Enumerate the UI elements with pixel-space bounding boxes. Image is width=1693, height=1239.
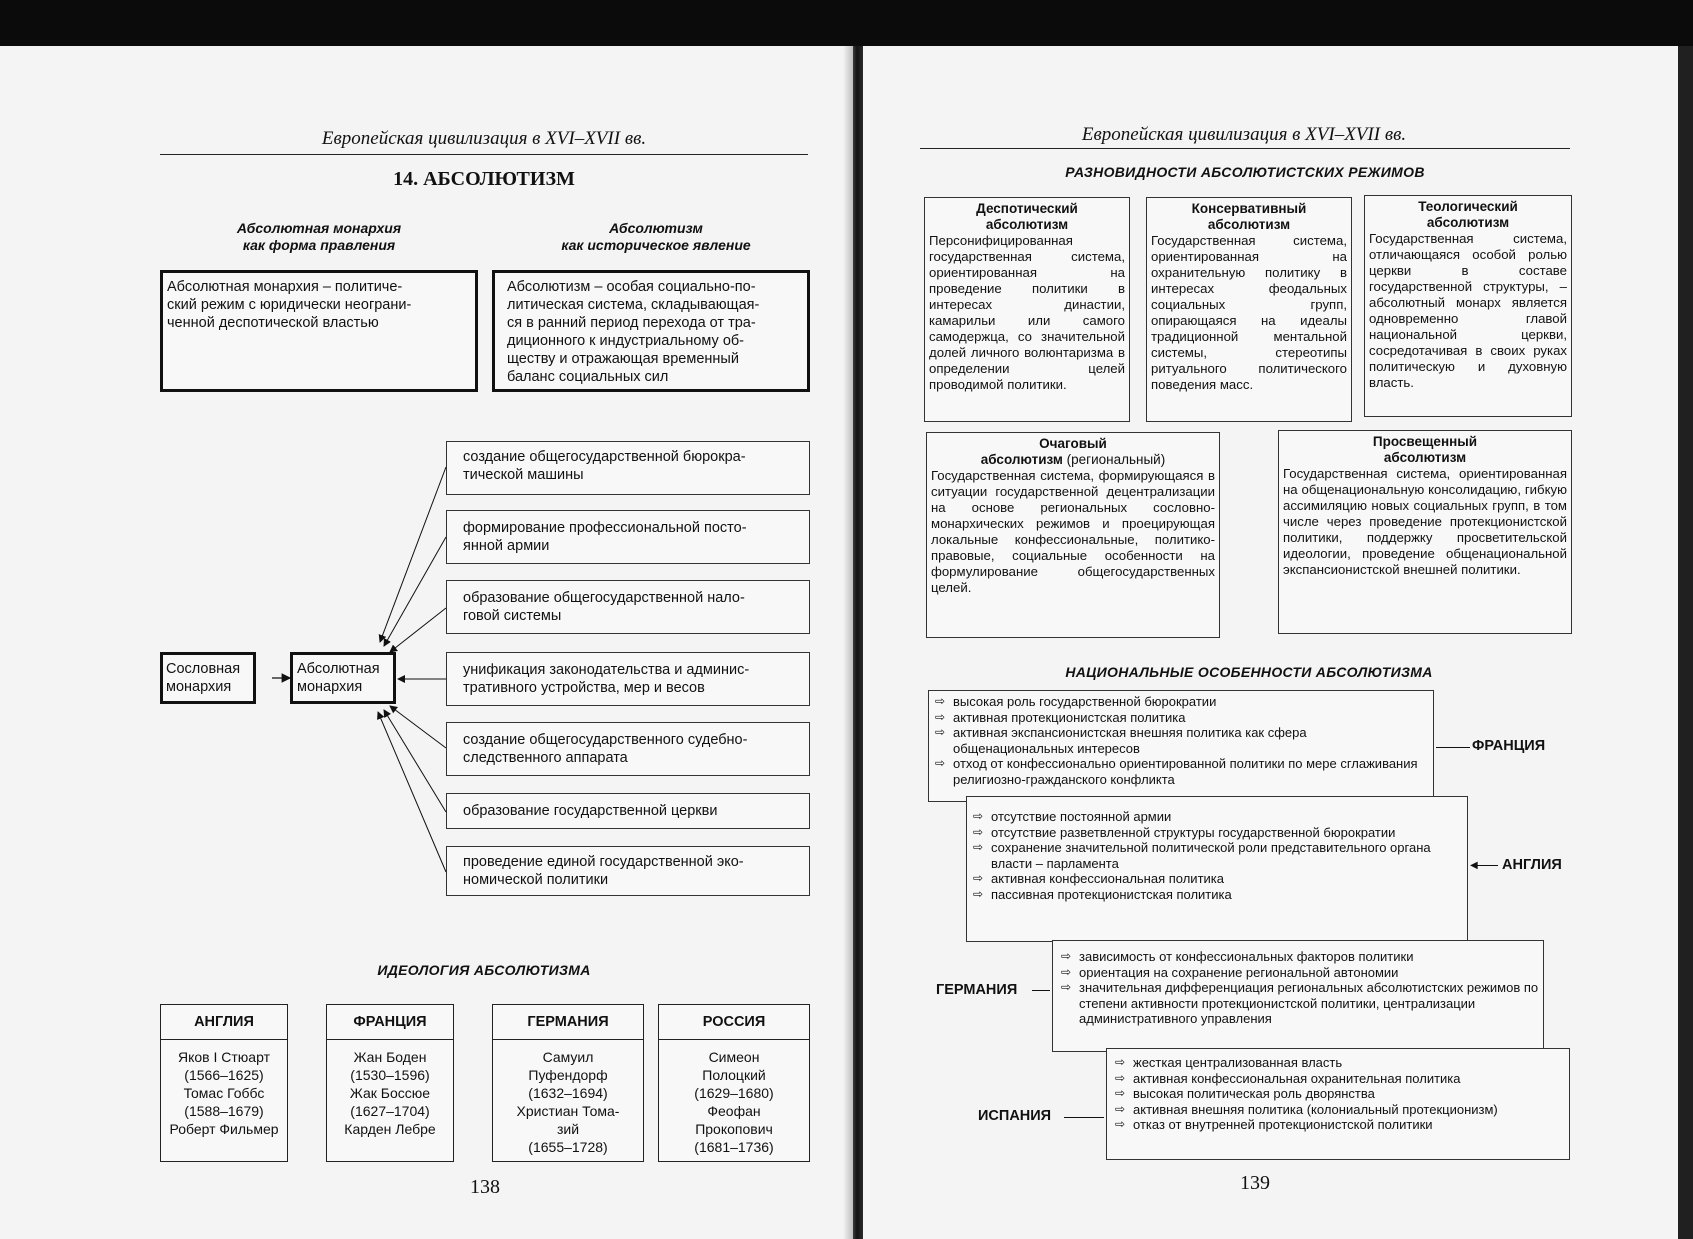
regime-regional: Очаговый абсолютизм (региональный) Государственная система, формирующаяся в ситуации государственной децентрализации на основе региональных сословно-монархических режимов и проецирующая локальные конфессиональные, политико-правовые, социальные особенности на формулирование общегосударственных целей. (926, 432, 1220, 638)
spain-connector (1064, 1117, 1104, 1118)
national-features-title: НАЦИОНАЛЬНЫЕ ОСОБЕННОСТИ АБСОЛЮТИЗМА (1065, 664, 1433, 680)
country-spain-label: ИСПАНИЯ (978, 1108, 1052, 1124)
absolute-monarchy-box: Абсолютная монархия (290, 652, 396, 704)
monarchy-form-heading: Абсолютная монархия как форма правления (236, 220, 402, 253)
ideology-france-head: ФРАНЦИЯ (327, 1005, 453, 1040)
right-running-head: Европейская цивилизация в XVI–XVII вв. (1081, 124, 1407, 145)
feature-bureaucracy: создание общегосударственной бюрокра- тической машины (446, 441, 810, 495)
absolutism-phenomenon-heading: Абсолютизм как историческое явление (561, 220, 751, 253)
book-gutter-shadow (843, 46, 853, 1239)
feature-legislation: унификация законодательства и админис- тративного устройства, мер и весов (446, 652, 810, 706)
ideology-germany-head: ГЕРМАНИЯ (493, 1005, 643, 1040)
ideology-russia: РОССИЯ Симеон Полоцкий (1629–1680) Феофан Прокопович (1681–1736) (658, 1004, 810, 1162)
estate-monarchy-box: Сословная монархия (160, 652, 256, 704)
definition-absolute-monarchy: Абсолютная монархия – политиче- ский режим с юридически неограни- ченной деспотической властью (160, 270, 478, 392)
scan-right-border (1678, 46, 1693, 1239)
feature-state-church: образование государственной церкви (446, 793, 810, 829)
ideology-england-head: АНГЛИЯ (161, 1005, 287, 1040)
country-england-label: АНГЛИЯ (1502, 857, 1562, 873)
chapter-title: 14. АБСОЛЮТИЗМ (393, 168, 575, 190)
country-england-box: ⇨ отсутствие постоянной армии ⇨ отсутствие разветвленной структуры государственной бюрократии ⇨ сохранение значительной политической роли представительного органа власти – парламента ⇨ активная конфессиональная политика ⇨ пассивная протекционистская политика (966, 796, 1468, 942)
france-connector (1436, 747, 1470, 748)
england-arrow-icon: ◀ (1470, 860, 1478, 871)
country-germany-label: ГЕРМАНИЯ (936, 982, 1018, 998)
ideology-france: ФРАНЦИЯ Жан Боден (1530–1596) Жак Боссюе (1627–1704) Карден Лебре (326, 1004, 454, 1162)
country-france-box: ⇨ высокая роль государственной бюрократии ⇨ активная протекционистская политика ⇨ активная экспансионистская внешняя политика как сфера общенациональных интересов ⇨ отход от конфессионально ориентированной политики по мере сглаживания религиозно-гражданского конфликта (928, 690, 1434, 802)
country-spain-box: ⇨ жесткая централизованная власть ⇨ активная конфессиональная охранительная политика ⇨ высокая политическая роль дворянства ⇨ активная внешняя политика (колониальный протекционизм) ⇨ отказ от внутренней протекционистской политики (1106, 1048, 1570, 1160)
left-running-head: Европейская цивилизация в XVI–XVII вв. (321, 128, 647, 149)
feature-tax-system: образование общегосударственной нало- говой системы (446, 580, 810, 634)
germany-connector (1032, 990, 1050, 991)
right-head-rule (920, 148, 1570, 149)
feature-judicial: создание общегосударственного судебно- следственного аппарата (446, 722, 810, 776)
regime-despotic: Деспотический абсолютизм Персонифицированная государственная система, ориентированная на проведение политики в интересах династии, камарильи или самого самодержца, со значительной долей личного волюнтаризма в определении целей проводимой политики. (924, 197, 1130, 422)
right-page-number: 139 (1240, 1172, 1270, 1194)
book-gutter (853, 46, 863, 1239)
ideology-russia-head: РОССИЯ (659, 1005, 809, 1040)
definition-absolutism: Абсолютизм – особая социально-по- литическая система, складывающая- ся в ранний период перехода от тра- диционного к индустриальному об- ществу и отражающая временный баланс социальных сил (492, 270, 810, 392)
country-germany-box: ⇨ зависимость от конфессиональных факторов политики ⇨ ориентация на сохранение региональной автономии ⇨ значительная дифференциация региональных абсолютистских режимов по степени активности протекционистской политики, централизации административного управления (1052, 940, 1544, 1052)
feature-economic-policy: проведение единой государственной эко- номической политики (446, 846, 810, 896)
left-head-rule (160, 154, 808, 155)
scan-top-border (0, 0, 1693, 46)
feature-army: формирование профессиональной посто- янной армии (446, 510, 810, 564)
left-page-number: 138 (470, 1176, 500, 1198)
regime-enlightened: Просвещенный абсолютизм Государственная система, ориентированная на общенациональную консолидацию, гибкую ассимиляцию новых социальных групп, в том числе через проведение протекционистской политики, поддержку просветительской идеологии, проведение общенациональной экспансионистской внешней политики. (1278, 430, 1572, 634)
ideology-title: ИДЕОЛОГИЯ АБСОЛЮТИЗМА (377, 962, 591, 978)
regime-theological: Теологический абсолютизм Государственная система, отличающаяся особой ролью церкви в составе государственной структуры, – абсолютный монарх является одновременно главой национальной церкви, сосредотачивая в своих руках политическую и духовную власть. (1364, 195, 1572, 417)
regimes-title: РАЗНОВИДНОСТИ АБСОЛЮТИСТСКИХ РЕЖИМОВ (1065, 164, 1425, 180)
ideology-germany: ГЕРМАНИЯ Самуил Пуфендорф (1632–1694) Христиан Тома- зий (1655–1728) (492, 1004, 644, 1162)
country-france-label: ФРАНЦИЯ (1472, 738, 1546, 754)
ideology-england: АНГЛИЯ Яков I Стюарт (1566–1625) Томас Гоббс (1588–1679) Роберт Фильмер (160, 1004, 288, 1162)
regime-conservative: Консервативный абсолютизм Государственная система, ориентированная на охранительную политику в интересах феодальных социальных групп, опирающаяся на идеалы традиционной ментальной системы, стереотипы ритуального политического поведения масс. (1146, 197, 1352, 422)
